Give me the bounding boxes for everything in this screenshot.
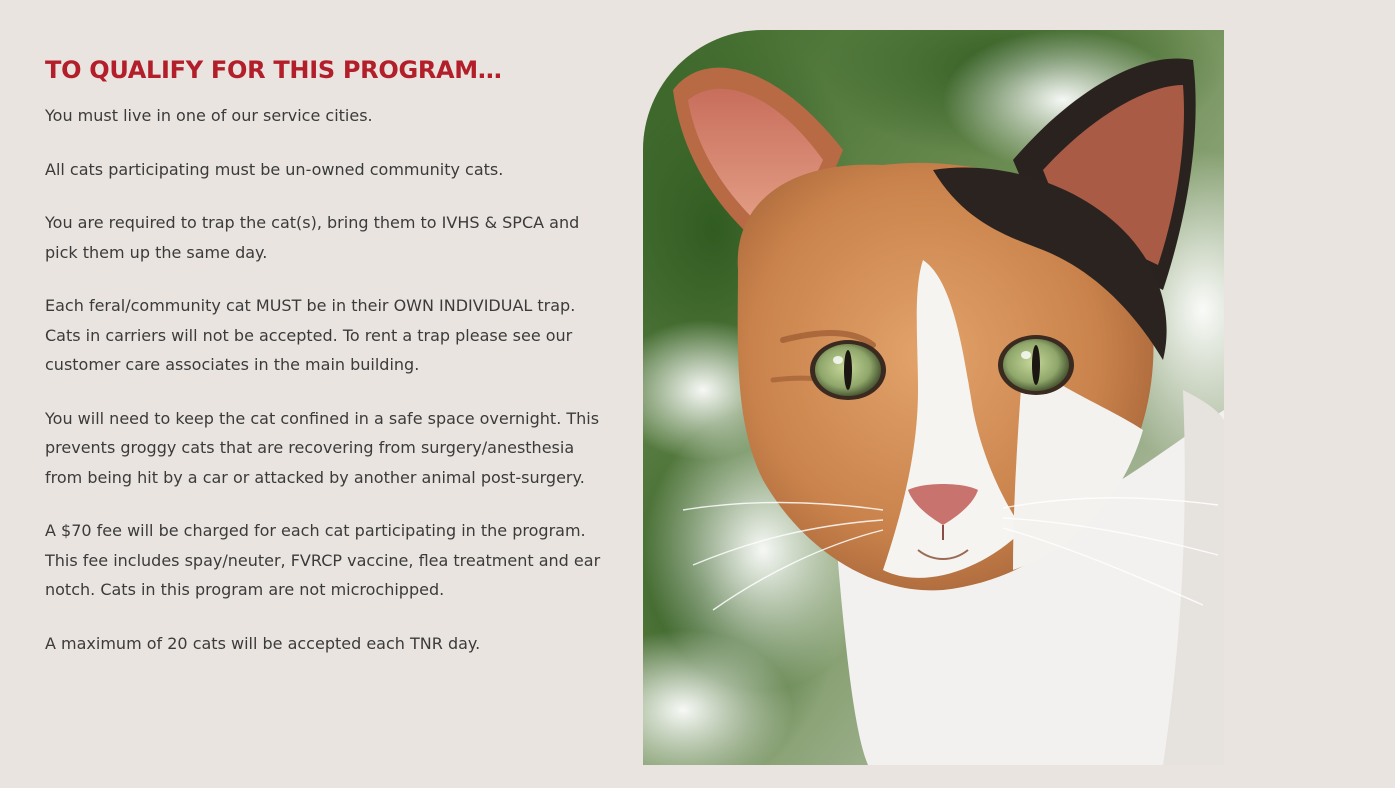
requirement-fee: A $70 fee will be charged for each cat participating in the program. This fee includes spay/neuter, FVRCP vaccine, flea treatment and ear notch. Cats in this program are not microchipped.	[45, 521, 601, 599]
requirement-individual-trap: Each feral/community cat MUST be in their OWN INDIVIDUAL trap. Cats in carriers will not be accepted. To rent a trap please see our customer care associates in the main building.	[45, 296, 576, 374]
requirement-trap-same-day: You are required to trap the cat(s), bring them to IVHS & SPCA and pick them up the same day.	[45, 213, 580, 262]
requirement-community-cats: All cats participating must be un-owned community cats.	[45, 159, 504, 179]
calico-cat-photo	[643, 30, 1224, 765]
requirement-service-city: You must live in one of our service cities.	[45, 106, 373, 125]
section-heading: TO QUALIFY FOR THIS PROGRAM…	[45, 56, 502, 84]
requirement-max-cats: A maximum of 20 cats will be accepted each TNR day.	[45, 633, 481, 653]
program-requirements	[45, 52, 605, 658]
requirement-overnight-confinement: You will need to keep the cat confined in a safe space overnight. This prevents groggy cats that are recovering from surgery/anesthesia from being hit by a car or attacked by another animal post-surgery.	[45, 408, 600, 487]
